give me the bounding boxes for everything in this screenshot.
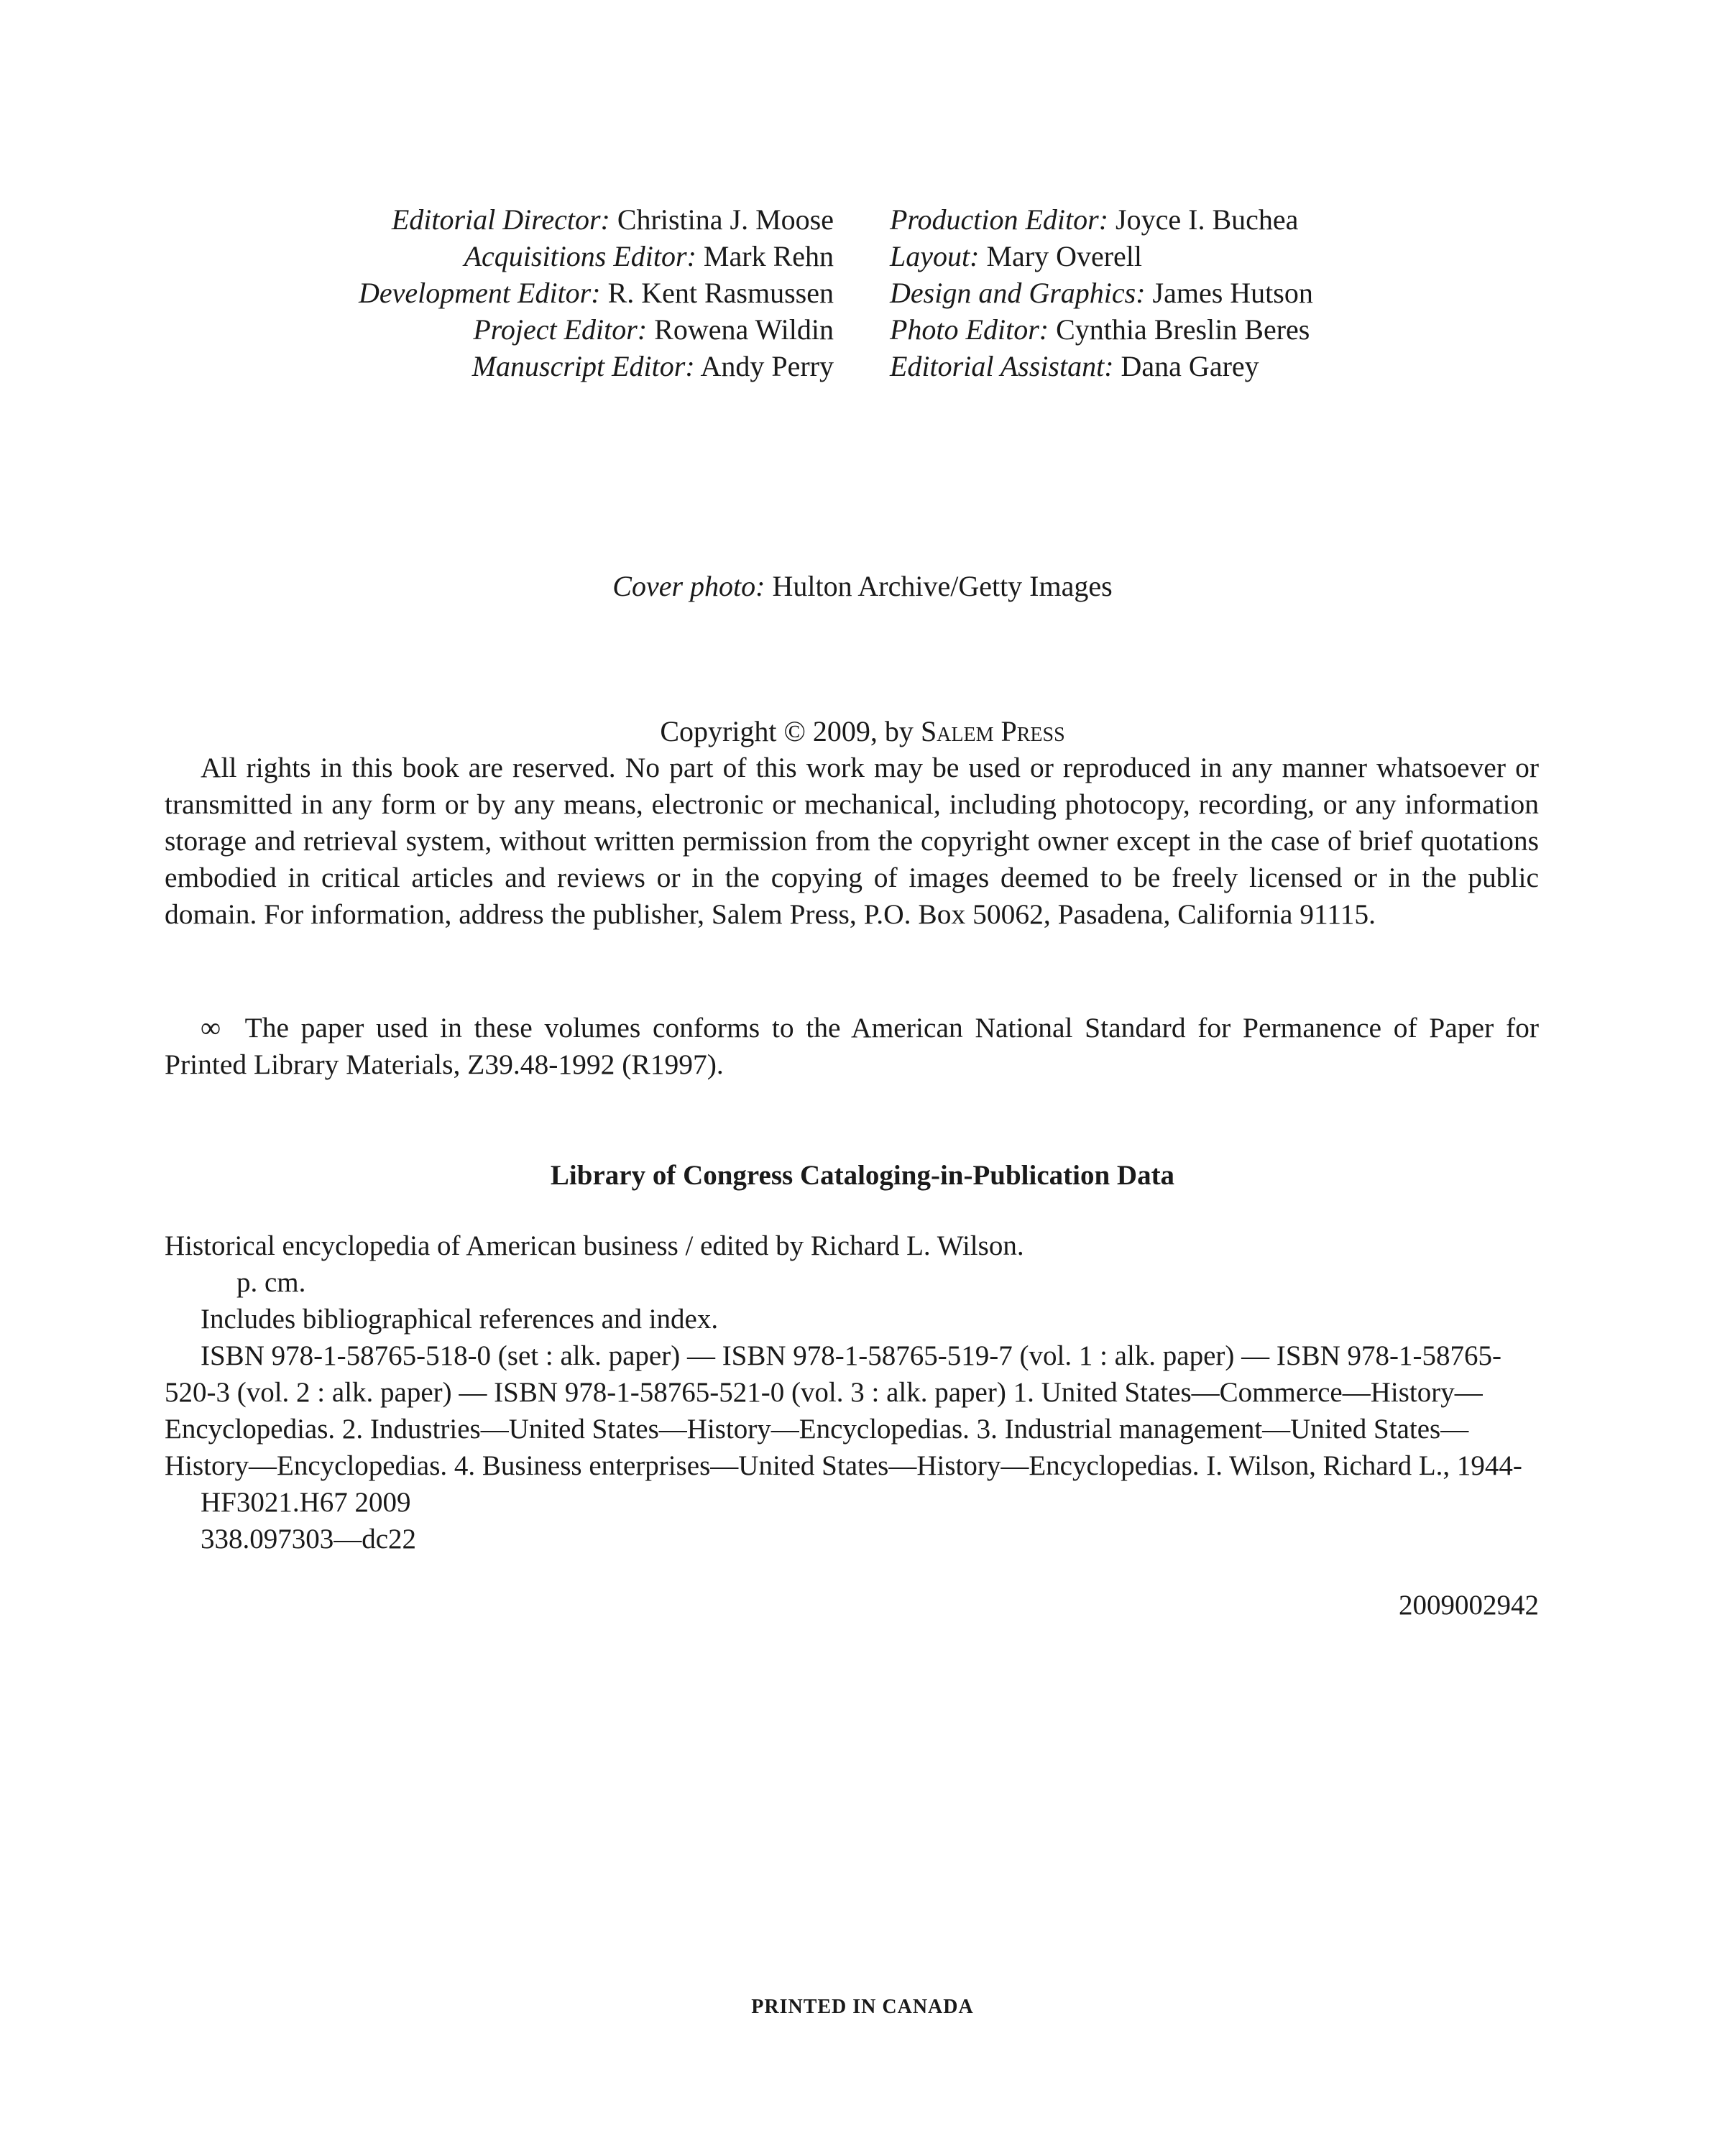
cip-bibliography: Includes bibliographical references and index. <box>201 1304 719 1335</box>
credit-role: Production Editor: <box>890 203 1109 236</box>
credit-name: James Hutson <box>1152 277 1313 309</box>
credit-role: Manuscript Editor: <box>472 350 695 382</box>
credit-name: Joyce I. Buchea <box>1116 203 1299 236</box>
credit-role: Development Editor: <box>359 277 601 309</box>
credit-name: Rowena Wildin <box>654 313 834 346</box>
cover-photo-label: Cover photo: <box>612 570 765 602</box>
rights-paragraph: All rights in this book are reserved. No part of this work may be used or reproduced in any manner whatsoever or transmitted in any form or by any means, electronic or mechanical, including photocopy, recording, or any information storage and retrieval system, without written permission from the copyright owner except in the case of brief quotations embodied in critical articles and reviews or in the copying of images deemed to be freely licensed or in the public domain. For information, address the publisher, Salem Press, P.O. Box 50062, Pasadena, California 91115. <box>165 752 1539 930</box>
paper-statement: The paper used in these volumes conforms to the American National Standard for Permanence of Paper for Printed Library Materials, Z39.48-1992 (R1997). <box>165 1012 1539 1080</box>
credit-line <box>890 348 1537 384</box>
credit-line <box>890 201 1537 238</box>
credit-line <box>890 238 1537 275</box>
printed-in: PRINTED IN CANADA <box>751 1996 974 2018</box>
credit-role: Photo Editor: <box>890 313 1049 346</box>
copyright-notice <box>0 713 1725 750</box>
cip-block <box>165 1227 1539 1557</box>
infinity-icon: ∞ <box>201 1012 221 1044</box>
credit-name: Andy Perry <box>700 350 834 382</box>
credit-name: Mark Rehn <box>703 240 834 272</box>
cip-title-line: Historical encyclopedia of American business / edited by Richard L. Wilson. <box>165 1230 1024 1261</box>
cover-photo-source: Hulton Archive/Getty Images <box>772 570 1113 602</box>
cover-photo-credit <box>0 568 1725 605</box>
credit-name: Dana Garey <box>1121 350 1259 382</box>
credit-line <box>890 311 1537 348</box>
credit-role: Layout: <box>890 240 980 272</box>
credit-name: Cynthia Breslin Beres <box>1056 313 1310 346</box>
credit-name: Mary Overell <box>986 240 1143 272</box>
credit-line <box>216 238 834 275</box>
copyright-prefix: Copyright © 2009, by <box>660 715 914 747</box>
credit-line <box>216 348 834 384</box>
credit-line <box>216 201 834 238</box>
credit-role: Editorial Assistant: <box>890 350 1114 382</box>
cip-dewey: 338.097303—dc22 <box>201 1524 417 1554</box>
credit-role: Design and Graphics: <box>890 277 1146 309</box>
credit-name: Christina J. Moose <box>617 203 834 236</box>
credit-role: Acquisitions Editor: <box>464 240 696 272</box>
credits-right-column <box>890 201 1537 384</box>
lccn: 2009002942 <box>1399 1590 1539 1621</box>
credit-line <box>216 311 834 348</box>
credit-name: R. Kent Rasmussen <box>607 277 834 309</box>
cip-lc-class: HF3021.H67 2009 <box>201 1487 411 1518</box>
cip-pcm: p. cm. <box>236 1267 306 1298</box>
credits-left-column <box>216 201 834 384</box>
cip-heading: Library of Congress Cataloging-in-Publication Data <box>550 1160 1175 1191</box>
credit-role: Project Editor: <box>473 313 648 346</box>
credit-line <box>216 275 834 311</box>
publisher-name: Salem Press <box>920 715 1065 747</box>
credit-line <box>890 275 1537 311</box>
paper-permanence-paragraph <box>165 1010 1539 1083</box>
cip-isbn-subjects: ISBN 978-1-58765-518-0 (set : alk. paper) — ISBN 978-1-58765-519-7 (vol. 1 : alk. paper) — ISBN 978-1-58765-520-3 (vol. 2 : alk. paper) — ISBN 978-1-58765-521-0 (vol. 3 : alk. paper) 1. United States—Commerce—History—Encyclopedias. 2. Industries—United States—History—Encyclopedias. 3. Industrial management—United States—History—Encyclopedias. 4. Business enterprises—United States—History—Encyclopedias. I. Wilson, Richard L., 1944- <box>165 1340 1522 1481</box>
credit-role: Editorial Director: <box>391 203 610 236</box>
